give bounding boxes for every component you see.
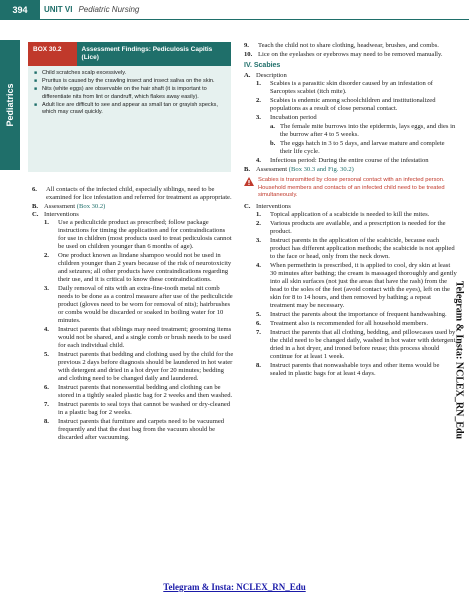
list-item: [44, 252, 234, 284]
item-text: One product known as lindane shampoo would not be used in children younger than 2 years because of the risk of neurotoxicity and seizures; all other products have contraindications regarding their use, and it is critical to know these contraindications.: [58, 252, 232, 283]
item-text: Instruct parents in the application of the scabicide, because each product has different application methods; the scabicide is not applied to the face or head, only from the neck down.: [270, 236, 455, 260]
list-item: [44, 401, 234, 417]
item-text: Various products are available, and a prescription is needed for the product.: [270, 219, 446, 235]
list-item: [44, 326, 234, 350]
item-number: 5.: [44, 351, 49, 358]
section-letter: B.: [32, 203, 39, 210]
box-list: [34, 70, 225, 116]
list-item: [256, 320, 457, 328]
list-item: [44, 351, 234, 383]
section-c: [32, 211, 234, 219]
item-letter: a.: [270, 123, 275, 130]
item-text: Instruct the parents that all clothing, bedding, and pillowcases used by the child need to be changed daily, washed in hot water with detergent, dried in a hot dryer, and ironed before reuse; this process should continue for at least 1 week.: [270, 328, 457, 360]
item-number: 6.: [256, 319, 261, 327]
item-number: 3.: [256, 236, 261, 244]
item-number: 1.: [256, 210, 261, 218]
list-item: [256, 80, 457, 96]
list-item: [44, 219, 234, 251]
list-item: [256, 220, 457, 236]
item-number: 8.: [256, 361, 261, 369]
section-text: Interventions: [256, 202, 291, 210]
list-item: [256, 362, 457, 378]
item-text: Instruct parents that bedding and clothing used by the child for the previous 2 days before diagnosis should be laundered in hot water with detergent and dried in a hot dryer for 20 minutes; bedding and clothing need to be changed daily and laundered.: [58, 351, 234, 382]
item-number: 10.: [244, 51, 253, 58]
side-tab: [0, 40, 20, 170]
item-number: 1.: [44, 219, 49, 226]
item-number: 5.: [256, 310, 261, 318]
page-header: [0, 0, 469, 20]
right-column: [244, 42, 457, 379]
box-reference-link[interactable]: (Box 30.2): [76, 203, 106, 210]
list-item: [44, 384, 234, 400]
list-item: [256, 262, 457, 310]
list-item: [244, 51, 457, 59]
item-text: Incubation period: [270, 114, 317, 121]
item-text: Daily removal of nits with an extra-fine-tooth metal nit comb needs to be done as a control measure after use of the pediculicide product (gloves need to be worn for removal of nits); hairbrushes or combs would be discarded or soaked in boiling water for 10 minutes.: [58, 285, 233, 324]
section-letter: B.: [244, 166, 251, 173]
unit-name: UNIT VI: [44, 5, 73, 14]
box-item: ■ Child scratches scalp excessively.: [34, 70, 225, 77]
item-text: Topical application of a scabicide is needed to kill the mites.: [270, 210, 430, 218]
side-watermark: [452, 200, 466, 520]
item-number: 4.: [256, 157, 261, 164]
item-text: All contacts of the infected child, especially siblings, need to be examined for lice infestation and referred for treatment as appropriate.: [46, 186, 232, 201]
list-item: [256, 329, 457, 361]
section-letter: A.: [244, 72, 251, 79]
item-number: 2.: [44, 252, 49, 259]
sub-item: [270, 140, 457, 156]
box-item: ■ Pruritus is caused by the crawling insect and insect saliva on the skin.: [34, 78, 225, 85]
item-number: 4.: [256, 261, 261, 269]
list-item: [44, 285, 234, 325]
sub-item: [270, 123, 457, 139]
section-letter: C.: [32, 211, 39, 218]
section-text: Assessment: [256, 166, 288, 173]
warning-icon: [244, 177, 254, 186]
side-tab-label: Pediatrics: [5, 83, 15, 127]
page-number: 394: [0, 0, 40, 20]
item-text: Instruct the parents about the importance of frequent handwashing.: [270, 310, 447, 318]
item-text: Instruct parents to seal toys that cannot be washed or dry-cleaned in a plastic bag for 2 weeks.: [58, 401, 231, 416]
list-item: [256, 237, 457, 261]
item-number: 6.: [44, 384, 49, 391]
item-letter: b.: [270, 140, 276, 147]
list-item: [244, 42, 457, 50]
item-text: Scabies is endemic among schoolchildren and institutionalized populations as a result of close personal contact.: [270, 97, 436, 112]
section-b: [32, 203, 234, 211]
item-text: Instruct parents that nonwashable toys and other items would be sealed in plastic bags for at least 4 days.: [270, 361, 440, 377]
item-number: 2.: [256, 219, 261, 227]
item-text: Infectious period: During the entire course of the infestation: [270, 157, 429, 164]
item-number: 3.: [44, 285, 49, 292]
left-column: [32, 186, 234, 443]
left-interventions: [32, 219, 234, 442]
unit-subtitle: Pediatric Nursing: [78, 5, 140, 14]
item-number: 6.: [32, 186, 37, 193]
item-text: Scabies is a parasitic skin disorder caused by an infestation of Sarcoptes scabiei (itch mite).: [270, 80, 433, 95]
item-text: Teach the child not to share clothing, headwear, brushes, and combs.: [258, 42, 439, 49]
side-watermark-text: Telegram & Insta: NCLEX_RN_Edu: [453, 280, 465, 440]
unit-label: [44, 0, 139, 20]
list-item: [44, 418, 234, 442]
section-text: Interventions: [44, 211, 79, 218]
header-rule: [40, 19, 469, 20]
item-text: Instruct parents that siblings may need treatment; grooming items would not be shared, and a single comb or brush needs to be used for each individual child.: [58, 326, 232, 349]
item-text: Lice on the eyelashes or eyebrows may need to be removed manually.: [258, 51, 443, 58]
list-item: [256, 211, 457, 219]
box-reference-link[interactable]: (Box 30.3 and Fig. 30.2): [288, 166, 354, 173]
section-heading: IV. Scabies: [244, 62, 281, 69]
alert-text: Scabies is transmitted by close personal contact with an infected person. Household members and contacts of an infected child need to be treated simultaneously.: [258, 177, 445, 199]
section-letter: C.: [244, 202, 251, 210]
footer-watermark[interactable]: Telegram & Insta: NCLEX_RN_Edu: [163, 582, 306, 592]
assessment-box: [28, 42, 231, 172]
item-number: 4.: [44, 326, 49, 333]
item-number: 2.: [256, 97, 261, 104]
item-number: 3.: [256, 114, 261, 121]
box-item: ■ Nits (white eggs) are observable on the hair shaft (it is important to differentiate nits from lint or dandruff, which flakes away easily).: [34, 86, 225, 100]
item-text: Treatment also is recommended for all household members.: [270, 319, 428, 327]
section-text: Assessment: [44, 203, 76, 210]
item-number: 9.: [244, 42, 249, 49]
section-a: [244, 72, 457, 80]
box-id: BOX 30.2: [28, 42, 77, 66]
list-item: [256, 97, 457, 113]
item-text: The female mite burrows into the epidermis, lays eggs, and dies in the burrow after 4 to 5 weeks.: [280, 123, 456, 138]
item-number: 1.: [256, 80, 261, 87]
list-item: [32, 186, 234, 202]
section-b: [244, 166, 457, 174]
box-item: ■ Adult lice are difficult to see and appear as small tan or grayish specks, which may crawl quickly.: [34, 102, 225, 116]
item-number: 7.: [44, 401, 49, 408]
item-text: When permethrin is prescribed, it is applied to cool, dry skin at least 30 minutes after bathing; the cream is massaged thoroughly and gently into all skin surfaces (not just the areas that have the rash) from the head to the soles of the feet (avoid contact with the eyes), left on the skin for 8 to 14 hours, and then removed by bathing; a repeat treatment may be necessary.: [270, 261, 457, 309]
section-c: [244, 203, 457, 211]
item-number: 8.: [44, 418, 49, 425]
list-item: [256, 157, 457, 165]
section-text: Description: [256, 72, 287, 79]
box-header: [28, 42, 231, 66]
list-item: [256, 114, 457, 122]
item-text: Instruct parents that nonessential bedding and clothing can be stored in a tightly sealed plastic bag for 2 weeks and then washed.: [58, 384, 233, 399]
item-number: 7.: [256, 328, 261, 336]
item-text: Instruct parents that furniture and carpets need to be vacuumed frequently and that the dust bag from the vacuum should be discarded after vacuuming.: [58, 418, 225, 441]
list-item: [256, 311, 457, 319]
alert-note: [244, 177, 457, 200]
item-text: The eggs hatch in 3 to 5 days, and larvae mature and complete their life cycle.: [280, 140, 445, 155]
box-title: Assessment Findings: Pediculosis Capitis (Lice): [81, 46, 213, 61]
item-text: Use a pediculicide product as prescribed; follow package instructions for timing the application and for contraindications for use in children (most products used to treat pediculosis cannot be used on children younger than 6 months of age).: [58, 219, 232, 250]
